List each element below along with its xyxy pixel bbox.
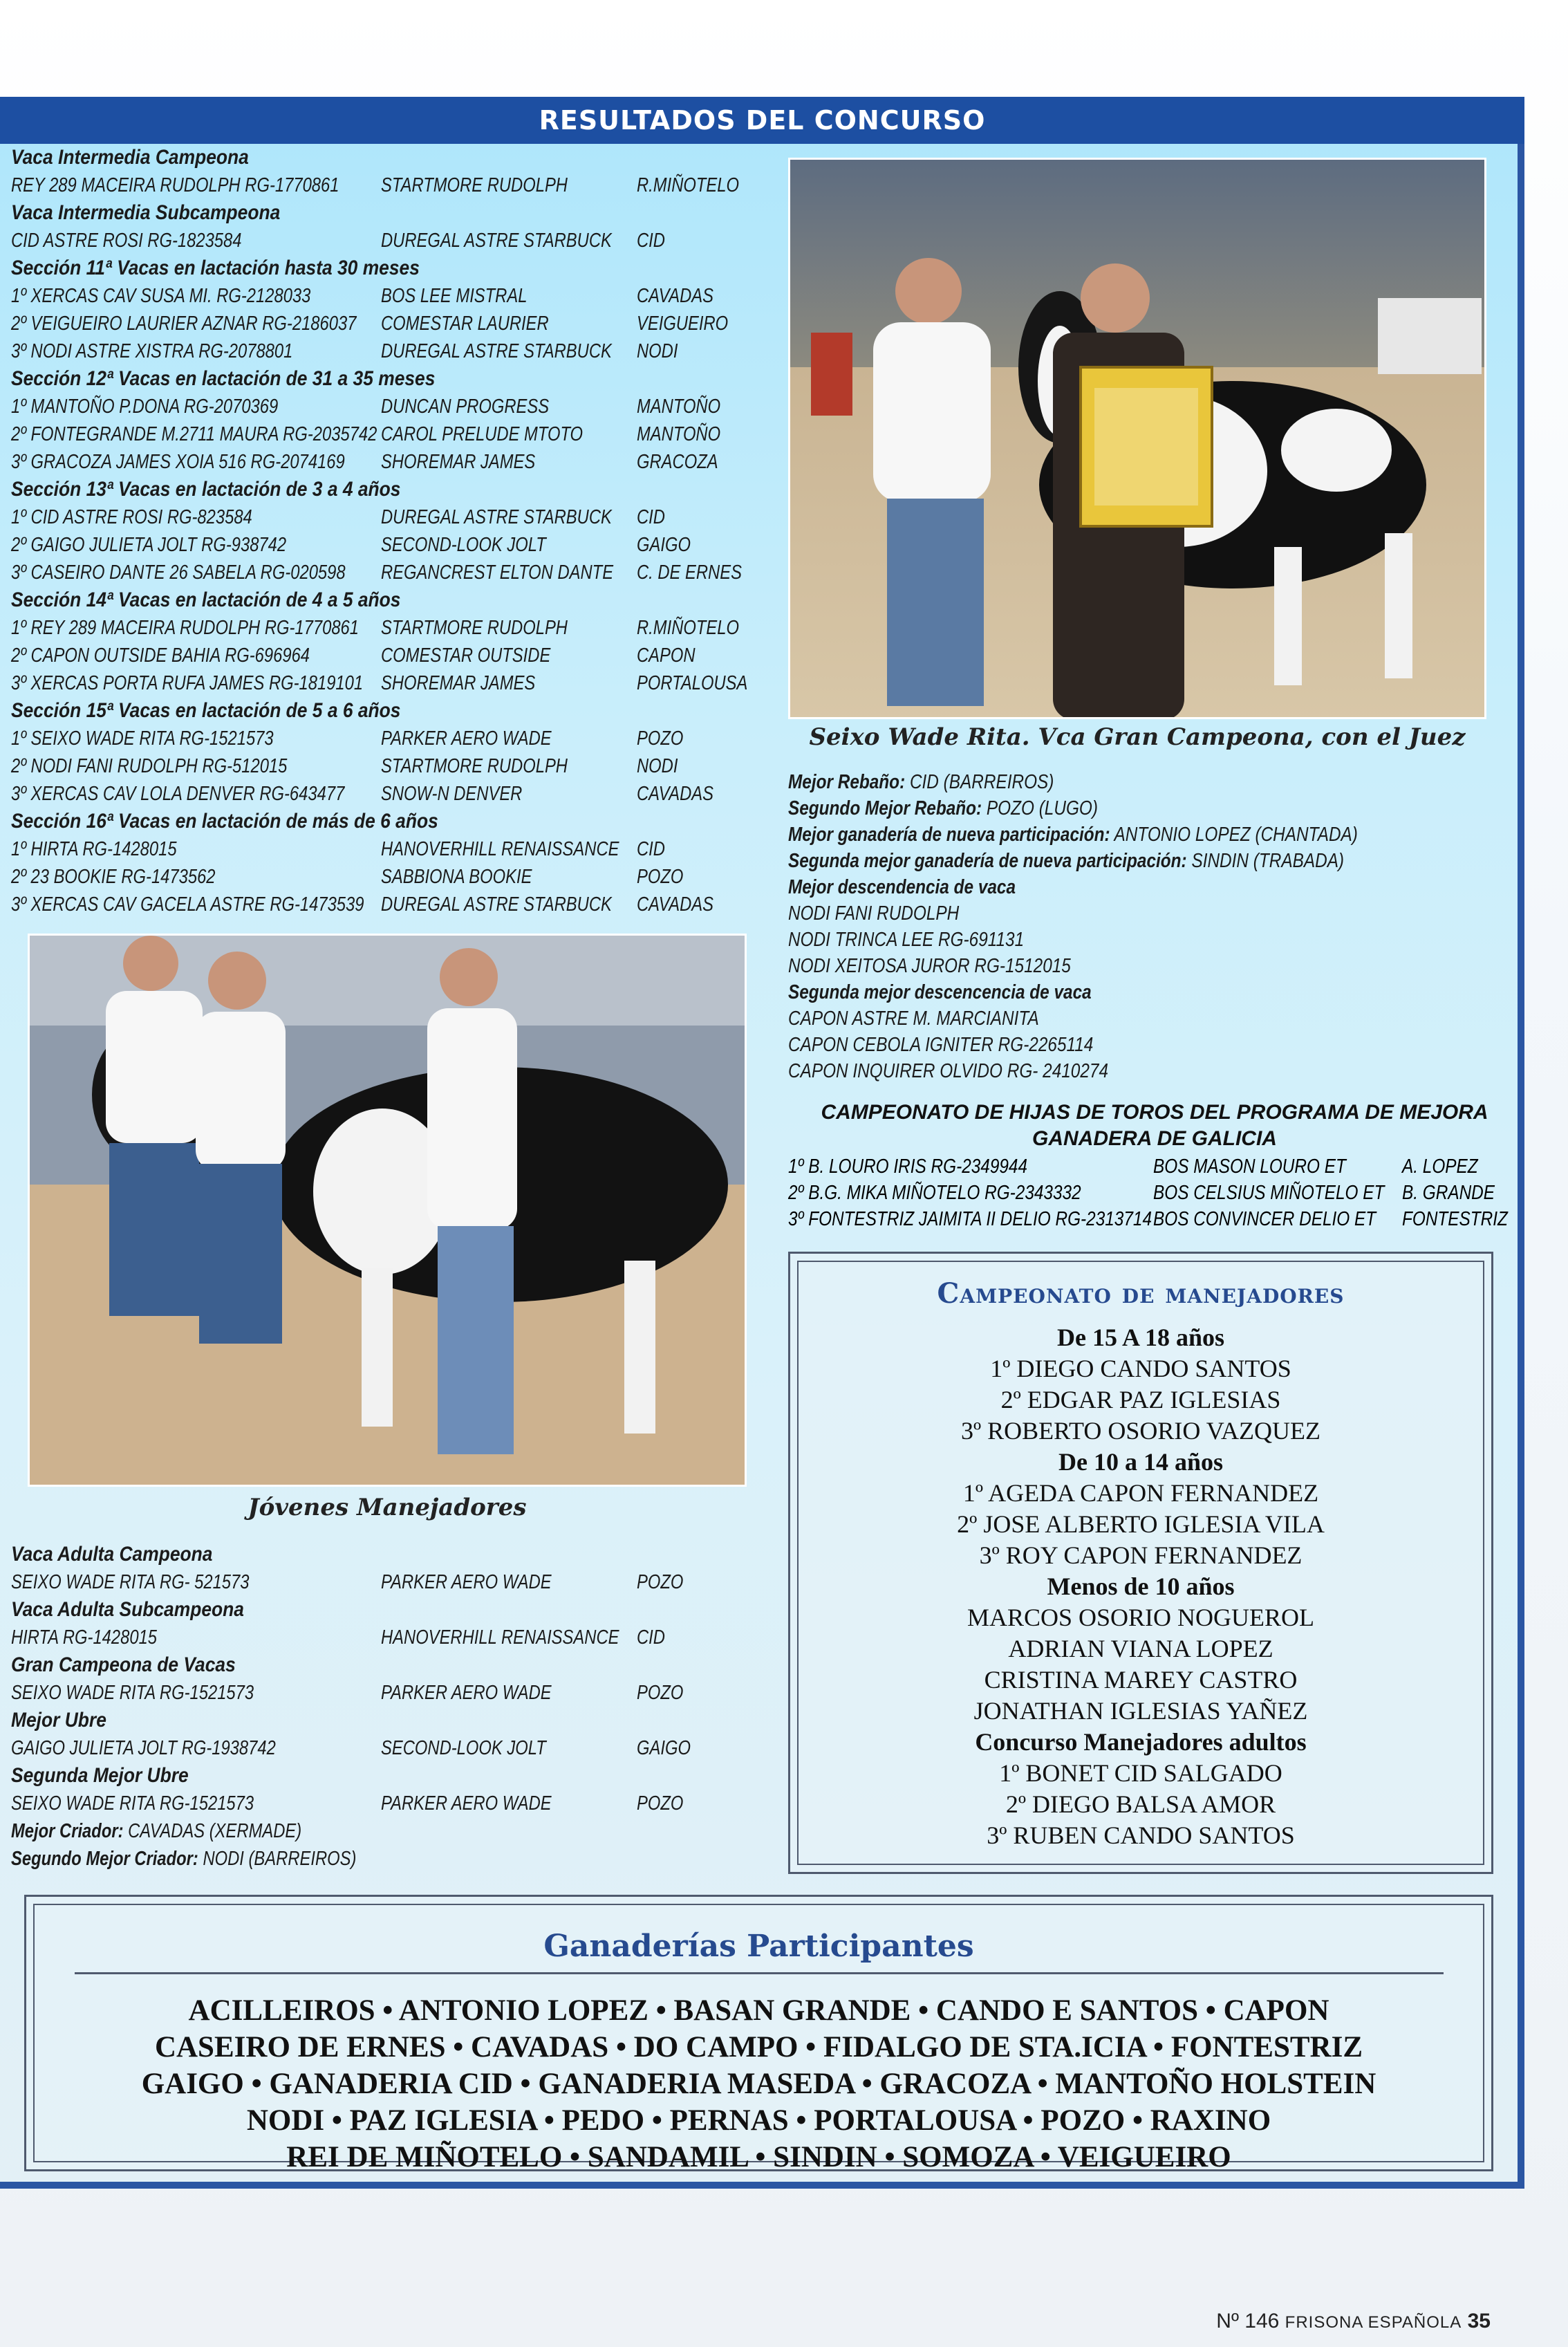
farms-line: NODI • PAZ IGLESIA • PEDO • PERNAS • PORTALOUSA • POZO • RAXINO [246,2104,1271,2137]
sire-name: SHOREMAR JAMES [381,451,536,473]
results-list-bottom [11,1541,785,1873]
farm-name: CID [637,1626,665,1649]
cow-name: HIRTA RG-1428015 [11,1626,158,1649]
sire-name: DUNCAN PROGRESS [381,396,550,418]
handlers-championship-title: Campeonato de manejadores [937,1277,1345,1310]
handlers-photo-image [30,936,747,1487]
farm-name: CAPON [637,644,696,667]
award-label: Segundo Mejor Rebaño: [788,797,982,819]
section-heading [11,144,785,171]
handler-name: 3º RUBEN CANDO SANTOS [987,1821,1295,1849]
section-title: Sección 16ª Vacas en lactación de más de 6 años [11,810,438,833]
sire-name: REGANCREST ELTON DANTE [381,562,614,584]
cow-name: GAIGO JULIETA JOLT RG-1938742 [11,1737,276,1759]
sire-name: SECOND-LOOK JOLT [381,534,546,556]
award-value: NODI FANI RUDOLPH [788,902,960,925]
daughters-row [788,1180,1521,1206]
award-label: Mejor Rebaño: [788,771,906,793]
handler-name: 1º DIEGO CANDO SANTOS [990,1355,1291,1382]
cow-name: 3º XERCAS PORTA RUFA JAMES RG-1819101 [11,672,364,694]
section-title: Sección 11ª Vacas en lactación hasta 30 meses [11,257,420,279]
farms-line: ACILLEIROS • ANTONIO LOPEZ • BASAN GRANDE • CANDO E SANTOS • CAPON [188,1994,1329,2027]
cow-name: 3º XERCAS CAV GACELA ASTRE RG-1473539 [11,893,364,916]
cow-name: 2º NODI FANI RUDOLPH RG-512015 [11,755,288,777]
section-heading [11,199,785,227]
sire-name: SECOND-LOOK JOLT [381,1737,546,1759]
section-header: RESULTADOS DEL CONCURSO [0,97,1524,144]
section-heading [11,254,785,282]
cow-name: 2º 23 BOOKIE RG-1473562 [11,866,216,888]
award-value: CID (BARREIROS) [905,771,1054,793]
cow-name: 2º CAPON OUTSIDE BAHIA RG-696964 [11,644,310,667]
section-title: Vaca Adulta Subcampeona [11,1598,244,1621]
farm-name: GAIGO [637,534,691,556]
participating-farms-list [35,1992,1483,2176]
award-line [788,900,1398,927]
award-value: POZO (LUGO) [982,797,1098,819]
cow-name: 3º GRACOZA JAMES XOIA 516 RG-2074169 [11,451,345,473]
award-line [11,1817,301,1845]
result-row [11,863,785,891]
farm-name: B. GRANDE [1402,1182,1495,1204]
handler-name: ADRIAN VIANA LOPEZ [1008,1635,1273,1662]
sire-name: COMESTAR OUTSIDE [381,644,551,667]
award-label: Mejor descendencia de vaca [788,876,1016,898]
farms-line: GAIGO • GANADERIA CID • GANADERIA MASEDA • GRACOZA • MANTOÑO HOLSTEIN [141,2068,1376,2100]
section-heading [11,1596,785,1624]
award-value: ANTONIO LOPEZ (CHANTADA) [1110,824,1358,846]
result-row [11,282,785,310]
cow-name: 1º SEIXO WADE RITA RG-1521573 [11,727,274,750]
section-heading [11,1707,785,1734]
result-row [11,310,785,337]
results-list-top [11,144,785,918]
section-heading [11,808,785,835]
result-row [11,227,785,254]
result-row [11,780,785,808]
award-line [788,953,1398,979]
farm-name: POZO [637,1792,684,1815]
farm-name: CAVADAS [637,783,714,805]
sire-name: PARKER AERO WADE [381,1571,552,1593]
cow-name: SEIXO WADE RITA RG- 521573 [11,1571,250,1593]
section-title: Gran Campeona de Vacas [11,1653,236,1676]
cow-name: SEIXO WADE RITA RG-1521573 [11,1682,254,1704]
section-title: Mejor Ubre [11,1709,106,1732]
age-group-heading: Menos de 10 años [1047,1573,1235,1600]
cow-name: 1º B. LOURO IRIS RG-2349944 [788,1156,1028,1178]
farm-name: MANTOÑO [637,423,721,445]
award-line [788,1032,1398,1058]
farm-name: POZO [637,866,684,888]
result-row [11,614,785,642]
cow-name: 2º B.G. MIKA MIÑOTELO RG-2343332 [788,1182,1081,1204]
sire-name: DUREGAL ASTRE STARBUCK [381,230,612,252]
cow-name: 3º FONTESTRIZ JAIMITA II DELIO RG-2313714 [788,1208,1152,1230]
award-label: Mejor ganadería de nueva participación: [788,824,1110,846]
daughters-championship-title [788,1100,1521,1152]
result-row [11,448,785,476]
sire-name: SNOW-N DENVER [381,783,523,805]
award-value: NODI TRINCA LEE RG-691131 [788,929,1025,951]
handlers-championship-box [788,1252,1493,1874]
award-line [788,848,1398,874]
award-line [788,874,1398,900]
result-row [11,420,785,448]
handlers-photo [28,934,747,1487]
awards-list [788,769,1514,1084]
farm-name: CAVADAS [637,893,714,916]
award-line [788,1058,1398,1084]
award-line [11,1845,356,1873]
farm-name: PORTALOUSA [637,672,748,694]
award-value: NODI (BARREIROS) [198,1848,357,1870]
award-value: CAPON CEBOLA IGNITER RG-2265114 [788,1034,1094,1056]
result-row [11,337,785,365]
magazine-name: FRISONA ESPAÑOLA [1285,2313,1462,2332]
cow-name: 1º REY 289 MACEIRA RUDOLPH RG-1770861 [11,617,359,639]
cow-name: 1º HIRTA RG-1428015 [11,838,177,860]
farm-name: NODI [637,755,678,777]
handler-name: 2º JOSE ALBERTO IGLESIA VILA [957,1510,1325,1538]
cow-name: 2º GAIGO JULIETA JOLT RG-938742 [11,534,287,556]
cow-name: 2º VEIGUEIRO LAURIER AZNAR RG-2186037 [11,313,357,335]
participating-farms-divider [75,1972,1444,1974]
result-row [11,1679,785,1707]
cow-name: 1º CID ASTRE ROSI RG-823584 [11,506,252,528]
sire-name: HANOVERHILL RENAISSANCE [381,1626,619,1649]
result-row [11,1624,785,1651]
section-heading [11,697,785,725]
sire-name: BOS CONVINCER DELIO ET [1153,1208,1376,1230]
age-group-heading: De 10 a 14 años [1058,1448,1223,1476]
sire-name: BOS MASON LOURO ET [1153,1156,1346,1178]
farm-name: NODI [637,340,678,362]
daughters-row [788,1153,1521,1180]
handler-name: MARCOS OSORIO NOGUEROL [967,1604,1315,1631]
farm-name: CID [637,506,665,528]
sire-name: PARKER AERO WADE [381,1792,552,1815]
sire-name: PARKER AERO WADE [381,1682,552,1704]
farms-line: REI DE MIÑOTELO • SANDAMIL • SINDIN • SOMOZA • VEIGUEIRO [286,2141,1231,2173]
participating-farms-inner [33,1904,1484,2173]
award-label: Mejor Criador: [11,1820,124,1842]
daughters-championship-title-line1: CAMPEONATO DE HIJAS DE TOROS DEL PROGRAMA DE MEJORA [821,1101,1488,1124]
section-title: Sección 13ª Vacas en lactación de 3 a 4 años [11,478,401,501]
award-line [788,979,1398,1005]
sire-name: DUREGAL ASTRE STARBUCK [381,893,612,916]
farm-name: POZO [637,727,684,750]
handler-name: 3º ROY CAPON FERNANDEZ [979,1541,1303,1569]
section-heading [11,1541,785,1568]
handler-name: 1º AGEDA CAPON FERNANDEZ [962,1479,1319,1507]
cow-name: REY 289 MACEIRA RUDOLPH RG-1770861 [11,174,339,196]
cow-name: 3º CASEIRO DANTE 26 SABELA RG-020598 [11,562,346,584]
result-row [11,1568,785,1596]
handler-name: 3º ROBERTO OSORIO VAZQUEZ [960,1417,1321,1445]
sire-name: SHOREMAR JAMES [381,672,536,694]
farm-name: C. DE ERNES [637,562,742,584]
farms-line: CASEIRO DE ERNES • CAVADAS • DO CAMPO • FIDALGO DE STA.ICIA • FONTESTRIZ [154,2031,1363,2063]
sire-name: SABBIONA BOOKIE [381,866,532,888]
award-label: Segunda mejor descencencia de vaca [788,981,1092,1003]
result-row [11,642,785,669]
farm-name: R.MIÑOTELO [637,174,739,196]
participating-farms-title: Ganaderías Participantes [543,1929,974,1964]
section-title: Sección 12ª Vacas en lactación de 31 a 35 meses [11,367,436,390]
result-row [11,1790,785,1817]
award-line [788,927,1398,953]
handler-name: CRISTINA MAREY CASTRO [984,1666,1298,1694]
result-row [11,1845,785,1873]
cow-name: 1º MANTOÑO P.DONA RG-2070369 [11,396,279,418]
participating-farms-box [24,1895,1493,2171]
farm-name: VEIGUEIRO [637,313,729,335]
award-value: CAPON INQUIRER OLVIDO RG- 2410274 [788,1060,1108,1082]
handler-name: JONATHAN IGLESIAS YAÑEZ [973,1697,1308,1725]
award-line [788,795,1398,822]
section-title: Vaca Intermedia Campeona [11,146,249,169]
sire-name: DUREGAL ASTRE STARBUCK [381,506,612,528]
page-footer [1216,2310,1491,2333]
award-value: SINDIN (TRABADA) [1186,850,1345,872]
sire-name: BOS LEE MISTRAL [381,285,528,307]
result-row [11,725,785,752]
result-row [11,1817,785,1845]
handler-name: 2º EDGAR PAZ IGLESIAS [1000,1386,1281,1413]
section-title: Sección 14ª Vacas en lactación de 4 a 5 años [11,588,401,611]
sire-name: HANOVERHILL RENAISSANCE [381,838,619,860]
farm-name: A. LOPEZ [1402,1156,1478,1178]
farm-name: CID [637,838,665,860]
award-value: CAVADAS (XERMADE) [123,1820,302,1842]
daughters-row [788,1206,1521,1232]
age-group-heading: De 15 A 18 años [1056,1324,1225,1351]
page-number: 35 [1467,2310,1491,2332]
sire-name: BOS CELSIUS MIÑOTELO ET [1153,1182,1385,1204]
handler-name: 1º BONET CID SALGADO [999,1759,1282,1787]
farm-name: GRACOZA [637,451,718,473]
champion-photo-image [790,160,1486,719]
award-value: NODI XEITOSA JUROR RG-1512015 [788,955,1071,977]
section-heading [11,476,785,503]
farm-name: CID [637,230,665,252]
farm-name: GAIGO [637,1737,691,1759]
issue-number: Nº 146 [1216,2310,1285,2332]
sire-name: PARKER AERO WADE [381,727,552,750]
award-line [788,769,1398,795]
champion-photo-caption: Seixo Wade Rita. Vca Gran Campeona, con el Juez [809,723,1466,751]
sire-name: CAROL PRELUDE MTOTO [381,423,584,445]
cow-name: 3º XERCAS CAV LOLA DENVER RG-643477 [11,783,345,805]
award-label: Segundo Mejor Criador: [11,1848,198,1870]
farm-name: POZO [637,1571,684,1593]
champion-photo [788,158,1486,719]
sire-name: STARTMORE RUDOLPH [381,174,568,196]
section-title: Segunda Mejor Ubre [11,1764,189,1787]
section-heading [11,1762,785,1790]
sire-name: DUREGAL ASTRE STARBUCK [381,340,612,362]
sire-name: STARTMORE RUDOLPH [381,617,568,639]
handlers-photo-caption: Jóvenes Manejadores [248,1494,527,1521]
sire-name: COMESTAR LAURIER [381,313,549,335]
result-row [11,752,785,780]
result-row [11,891,785,918]
result-row [11,531,785,559]
age-group-heading: Concurso Manejadores adultos [975,1728,1307,1756]
cow-name: CID ASTRE ROSI RG-1823584 [11,230,242,252]
cow-name: SEIXO WADE RITA RG-1521573 [11,1792,254,1815]
farm-name: CAVADAS [637,285,714,307]
farm-name: FONTESTRIZ [1402,1208,1508,1230]
farm-name: R.MIÑOTELO [637,617,739,639]
cow-name: 2º FONTEGRANDE M.2711 MAURA RG-2035742 [11,423,377,445]
handlers-championship-list [799,1322,1483,1851]
daughters-championship-rows [788,1153,1521,1232]
result-row [11,171,785,199]
section-heading [11,586,785,614]
result-row [11,669,785,697]
handlers-championship-inner [797,1261,1484,1865]
section-title: Vaca Adulta Campeona [11,1543,213,1566]
cow-name: 3º NODI ASTRE XISTRA RG-2078801 [11,340,293,362]
award-line [788,1005,1398,1032]
section-title: Vaca Intermedia Subcampeona [11,201,281,224]
result-row [11,503,785,531]
sire-name: STARTMORE RUDOLPH [381,755,568,777]
result-row [11,835,785,863]
award-line [788,822,1398,848]
farm-name: MANTOÑO [637,396,721,418]
section-heading [11,365,785,393]
award-label: Segunda mejor ganadería de nueva participación: [788,850,1187,872]
daughters-championship-title-line2: GANADERA DE GALICIA [1032,1127,1277,1150]
cow-name: 1º XERCAS CAV SUSA MI. RG-2128033 [11,285,311,307]
result-row [11,393,785,420]
farm-name: POZO [637,1682,684,1704]
section-heading [11,1651,785,1679]
award-value: CAPON ASTRE M. MARCIANITA [788,1008,1039,1030]
result-row [11,1734,785,1762]
handler-name: 2º DIEGO BALSA AMOR [1005,1790,1276,1818]
section-title: Sección 15ª Vacas en lactación de 5 a 6 años [11,699,401,722]
result-row [11,559,785,586]
